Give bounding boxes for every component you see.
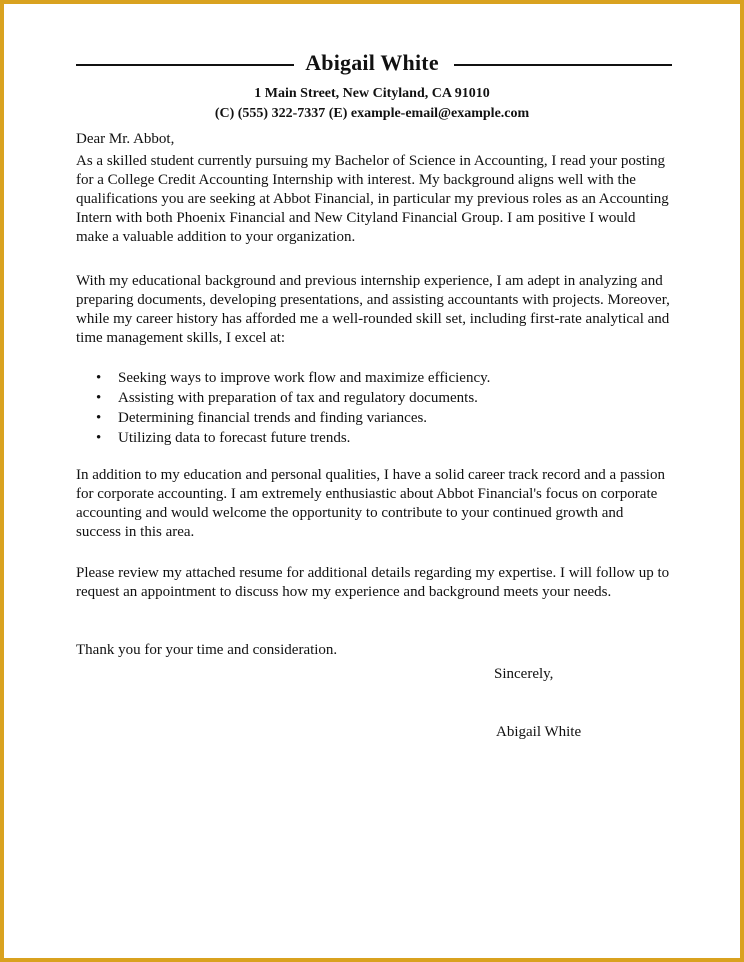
list-item-text: Utilizing data to forecast future trends. [118,430,351,446]
list-item [96,408,656,428]
list-item [96,368,656,388]
list-item [96,428,656,448]
closing: Sincerely, [494,666,554,682]
bullet-icon: • [96,390,102,406]
bullet-icon: • [96,430,102,446]
list-item [96,388,656,408]
salutation: Dear Mr. Abbot, [76,131,175,147]
bullet-icon: • [96,370,102,386]
thanks-line: Thank you for your time and consideration. [76,642,338,658]
address-line: 1 Main Street, New Cityland, CA 91010 [254,86,490,101]
paragraph-intro: As a skilled student currently pursuing my Bachelor of Science in Accounting, I read your posting for a College Credit Accounting Internship with interest. My background aligns well with the qualifications you are seeking at Abbot Financial, in particular my previous roles as an Accounting Intern with both Phoenix Financial and New Cityland Financial Group. I am positive I would make a valuable addition to your organization. [76,153,669,245]
applicant-name: Abigail White [305,50,439,75]
skills-list [96,368,656,448]
contact-line: (C) (555) 322-7337 (E) example-email@example.com [214,106,530,121]
list-item-text: Assisting with preparation of tax and regulatory documents. [118,390,478,406]
header-rule-right [454,64,672,66]
bullet-icon: • [96,410,102,426]
paragraph-experience: With my educational background and previous internship experience, I am adept in analyzing and preparing documents, developing presentations, and assisting accountants with projects. Moreover, while my career history has afforded me a well-rounded skill set, including first-rate analytical and time management skills, I excel at: [76,273,670,346]
signature-name: Abigail White [496,724,582,740]
list-item-text: Determining financial trends and finding variances. [118,410,428,426]
paragraph-qualities: In addition to my education and personal qualities, I have a solid career track record and a passion for corporate accounting. I am extremely enthusiastic about Abbot Financial's focus on corporate accounting and would welcome the opportunity to contribute to your continued growth and success in this area. [76,467,665,540]
paragraph-followup: Please review my attached resume for additional details regarding my expertise. I will follow up to request an appointment to discuss how my experience and background meets your needs. [76,565,670,600]
letter-header [4,50,740,80]
list-item-text: Seeking ways to improve work flow and maximize efficiency. [118,370,491,386]
